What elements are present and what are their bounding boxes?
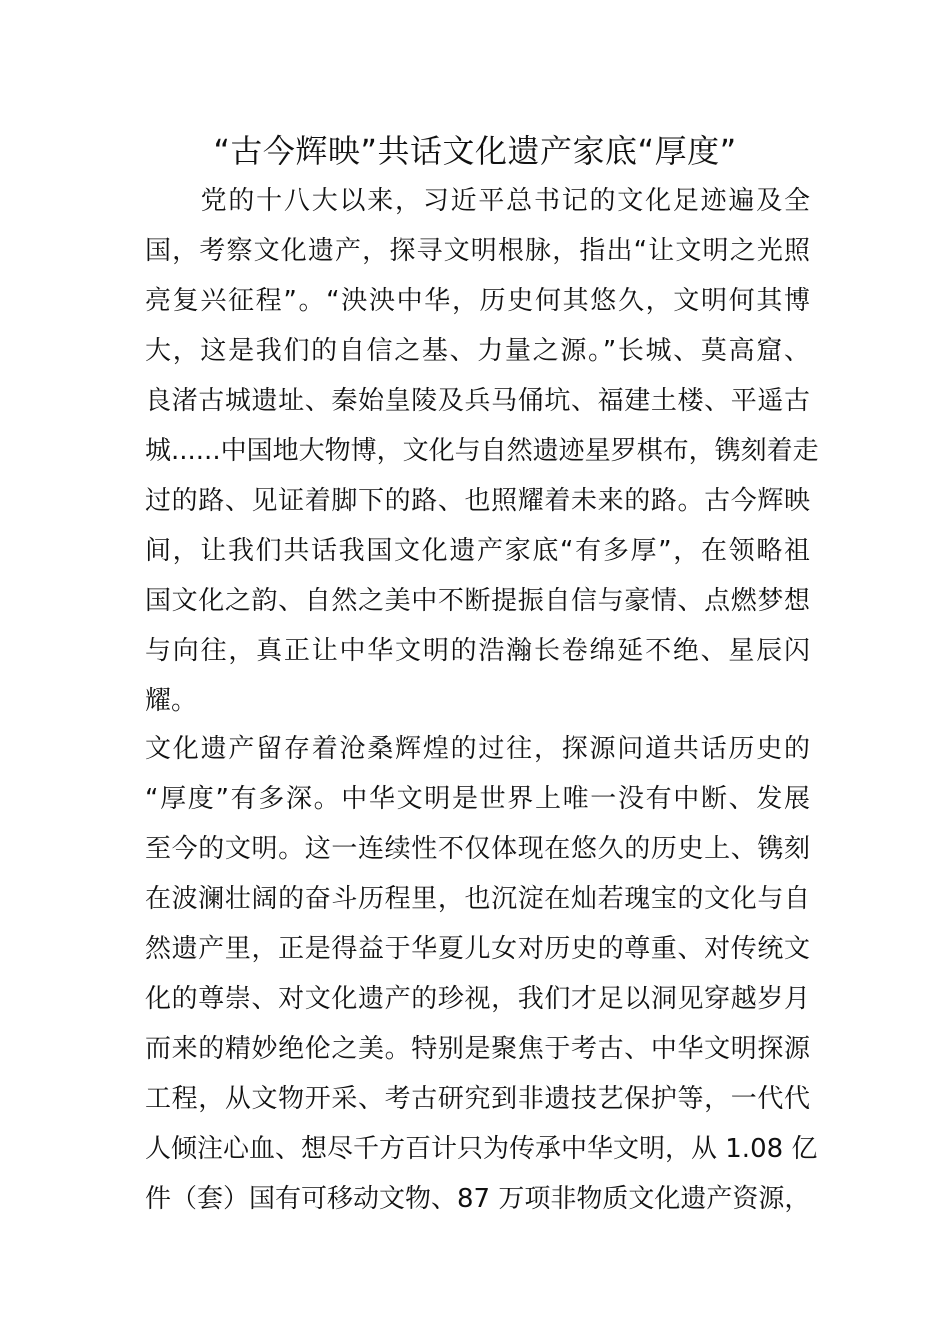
text-line: 国文化之韵、自然之美中不断提振自信与豪情、点燃梦想 xyxy=(145,586,810,616)
text-line: 与向往，真正让中华文明的浩瀚长卷绵延不绝、星辰闪 xyxy=(145,636,810,666)
text-line: 人倾注心血、想尽千方百计只为传承中华文明，从 1.08 亿 xyxy=(145,1134,818,1164)
document-title: “古今辉映”共话文化遗产家底“厚度” xyxy=(213,132,737,170)
text-line: 件（套）国有可移动文物、87 万项非物质文化遗产资源， xyxy=(145,1184,811,1214)
text-line: 良渚古城遗址、秦始皇陵及兵马俑坑、福建土楼、平遥古 xyxy=(145,386,810,416)
text-line: 党的十八大以来，习近平总书记的文化足迹遍及全 xyxy=(145,186,810,216)
text-line: 耀。 xyxy=(145,686,198,716)
text-line: 在波澜壮阔的奋斗历程里，也沉淀在灿若瑰宝的文化与自 xyxy=(145,884,810,914)
text-line: 文化遗产留存着沧桑辉煌的过往，探源问道共话历史的 xyxy=(145,734,810,764)
text-line: 工程，从文物开采、考古研究到非遗技艺保护等，一代代 xyxy=(145,1084,810,1114)
text-line: 大，这是我们的自信之基、力量之源。”长城、莫高窟、 xyxy=(145,336,810,366)
text-line: 国，考察文化遗产，探寻文明根脉，指出“让文明之光照 xyxy=(145,236,810,266)
text-line: 至今的文明。这一连续性不仅体现在悠久的历史上、镌刻 xyxy=(145,834,810,864)
text-line: 间，让我们共话我国文化遗产家底“有多厚”，在领略祖 xyxy=(145,536,810,566)
text-line: 而来的精妙绝伦之美。特别是聚焦于考古、中华文明探源 xyxy=(145,1034,810,1064)
text-line: 过的路、见证着脚下的路、也照耀着未来的路。古今辉映 xyxy=(145,486,810,516)
text-line: 化的尊崇、对文化遗产的珍视，我们才足以洞见穿越岁月 xyxy=(145,984,810,1014)
text-line: “厚度”有多深。中华文明是世界上唯一没有中断、发展 xyxy=(145,784,810,814)
text-line: 然遗产里，正是得益于华夏儿女对历史的尊重、对传统文 xyxy=(145,934,810,964)
text-line: 亮复兴征程”。“泱泱中华，历史何其悠久，文明何其博 xyxy=(145,286,810,316)
text-line: 城......中国地大物博，文化与自然遗迹星罗棋布，镌刻着走 xyxy=(145,436,819,466)
paragraph-2 xyxy=(145,724,818,1224)
paragraph-1 xyxy=(145,176,819,726)
